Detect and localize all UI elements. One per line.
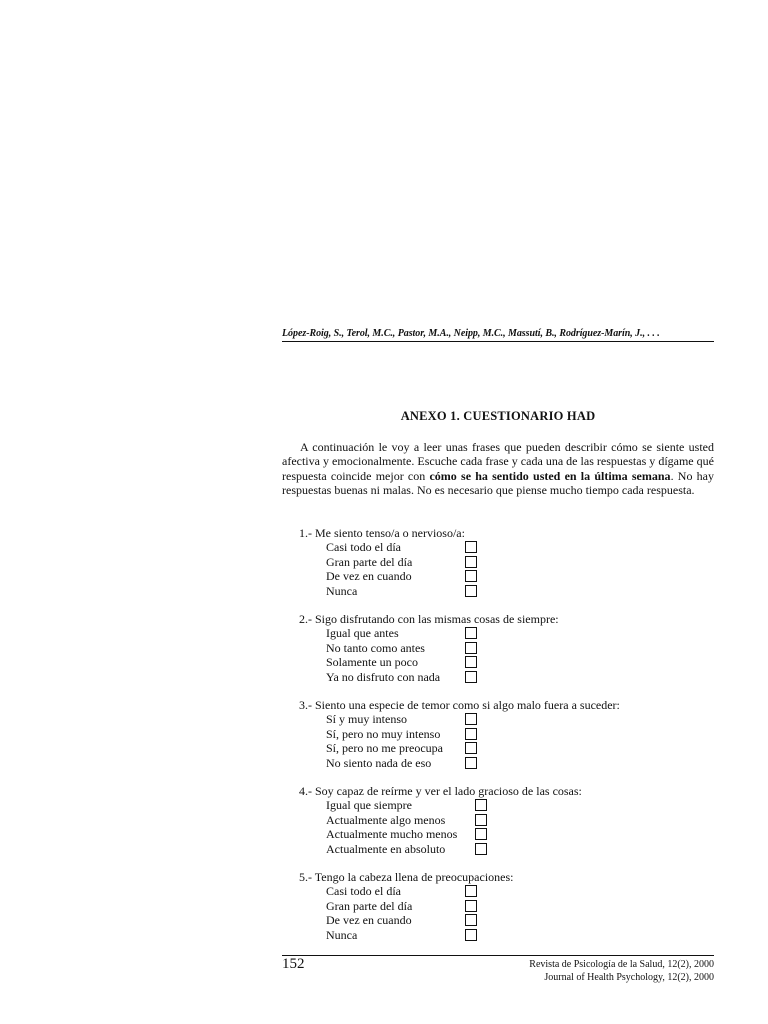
option-row[interactable] [326,884,719,898]
option-label: Sí, pero no muy intenso [326,726,441,741]
journal-line-english: Journal of Health Psychology, 12(2), 2000 [544,972,714,983]
question-text: 5.- Tengo la cabeza llena de preocupaciones: [299,870,514,884]
option-checkbox[interactable] [465,742,477,754]
option-label: Sí, pero no me preocupa [326,741,443,756]
option-label: No siento nada de eso [326,755,432,770]
option-checkbox[interactable] [465,541,477,553]
option-checkbox[interactable] [465,900,477,912]
question-2 [299,612,719,684]
page-number: 152 [282,956,305,972]
option-row[interactable] [326,842,719,856]
option-label: Gran parte del día [326,898,413,913]
option-row[interactable] [326,798,719,812]
option-row[interactable] [326,555,719,569]
question-5 [299,870,719,942]
option-checkbox[interactable] [465,556,477,568]
option-row[interactable] [326,928,719,942]
footer-rule [282,955,714,956]
option-row[interactable] [326,584,719,598]
option-label: Solamente un poco [326,655,418,670]
option-checkbox[interactable] [465,671,477,683]
option-row[interactable] [326,626,719,640]
option-checkbox[interactable] [475,843,487,855]
option-row[interactable] [326,712,719,726]
option-checkbox[interactable] [475,799,487,811]
option-checkbox[interactable] [475,828,487,840]
option-checkbox[interactable] [475,814,487,826]
question-4 [299,784,719,856]
option-row[interactable] [326,756,719,770]
option-row[interactable] [326,913,719,927]
option-label: Igual que antes [326,626,399,641]
option-label: Sí y muy intenso [326,712,408,727]
option-label: De vez en cuando [326,569,412,584]
option-label: Igual que siempre [326,798,412,813]
option-checkbox[interactable] [465,713,477,725]
option-label: Casi todo el día [326,884,401,899]
option-row[interactable] [326,827,719,841]
option-label: Nunca [326,583,358,598]
question-1 [299,526,719,598]
option-row[interactable] [326,899,719,913]
intro-text-start: A continuación le voy a leer unas frases que pueden describir cómo se siente usted afectiva y emocionalmente. Escuche cada frase y cada una de las respuestas y dígame qué respuesta coincide mejor con [282,440,714,483]
question-text: 2.- Sigo disfrutando con las mismas cosas de siempre: [299,612,559,626]
question-text: 3.- Siento una especie de temor como si algo malo fuera a suceder: [299,698,620,712]
option-label: Actualmente mucho menos [326,827,458,842]
option-label: Ya no disfruto con nada [326,669,441,684]
option-label: Casi todo el día [326,540,401,555]
option-row[interactable] [326,641,719,655]
option-checkbox[interactable] [465,929,477,941]
option-checkbox[interactable] [465,728,477,740]
option-label: Nunca [326,927,358,942]
annex-title: ANEXO 1. CUESTIONARIO HAD [400,409,596,423]
question-text: 1.- Me siento tenso/a o nervioso/a: [299,526,465,540]
option-checkbox[interactable] [465,642,477,654]
header-rule [282,341,714,342]
intro-text-end: . No hay respuestas buenas ni malas. No es necesario que piense mucho tiempo cada respuesta. [282,468,714,498]
option-checkbox[interactable] [465,585,477,597]
option-label: Gran parte del día [326,554,413,569]
option-checkbox[interactable] [465,885,477,897]
option-checkbox[interactable] [465,757,477,769]
intro-emphasis: cómo se ha sentido usted en la última semana [429,468,671,483]
option-row[interactable] [326,540,719,554]
option-checkbox[interactable] [465,656,477,668]
option-label: De vez en cuando [326,913,412,928]
option-label: Actualmente en absoluto [326,841,446,856]
option-row[interactable] [326,569,719,583]
option-label: No tanto como antes [326,640,425,655]
question-text: 4.- Soy capaz de reírme y ver el lado gracioso de las cosas: [299,784,582,798]
option-row[interactable] [326,670,719,684]
journal-citation [529,958,714,984]
option-checkbox[interactable] [465,914,477,926]
question-3 [299,698,719,770]
intro-paragraph [282,440,714,498]
journal-line-spanish: Revista de Psicología de la Salud, 12(2), 2000 [529,959,714,970]
option-checkbox[interactable] [465,627,477,639]
option-row[interactable] [326,655,719,669]
option-row[interactable] [326,727,719,741]
option-label: Actualmente algo menos [326,812,446,827]
option-row[interactable] [326,813,719,827]
option-row[interactable] [326,741,719,755]
option-checkbox[interactable] [465,570,477,582]
running-header-authors: López-Roig, S., Terol, M.C., Pastor, M.A., Neipp, M.C., Massutí, B., Rodríguez-Marín, J., . . . [282,328,660,339]
